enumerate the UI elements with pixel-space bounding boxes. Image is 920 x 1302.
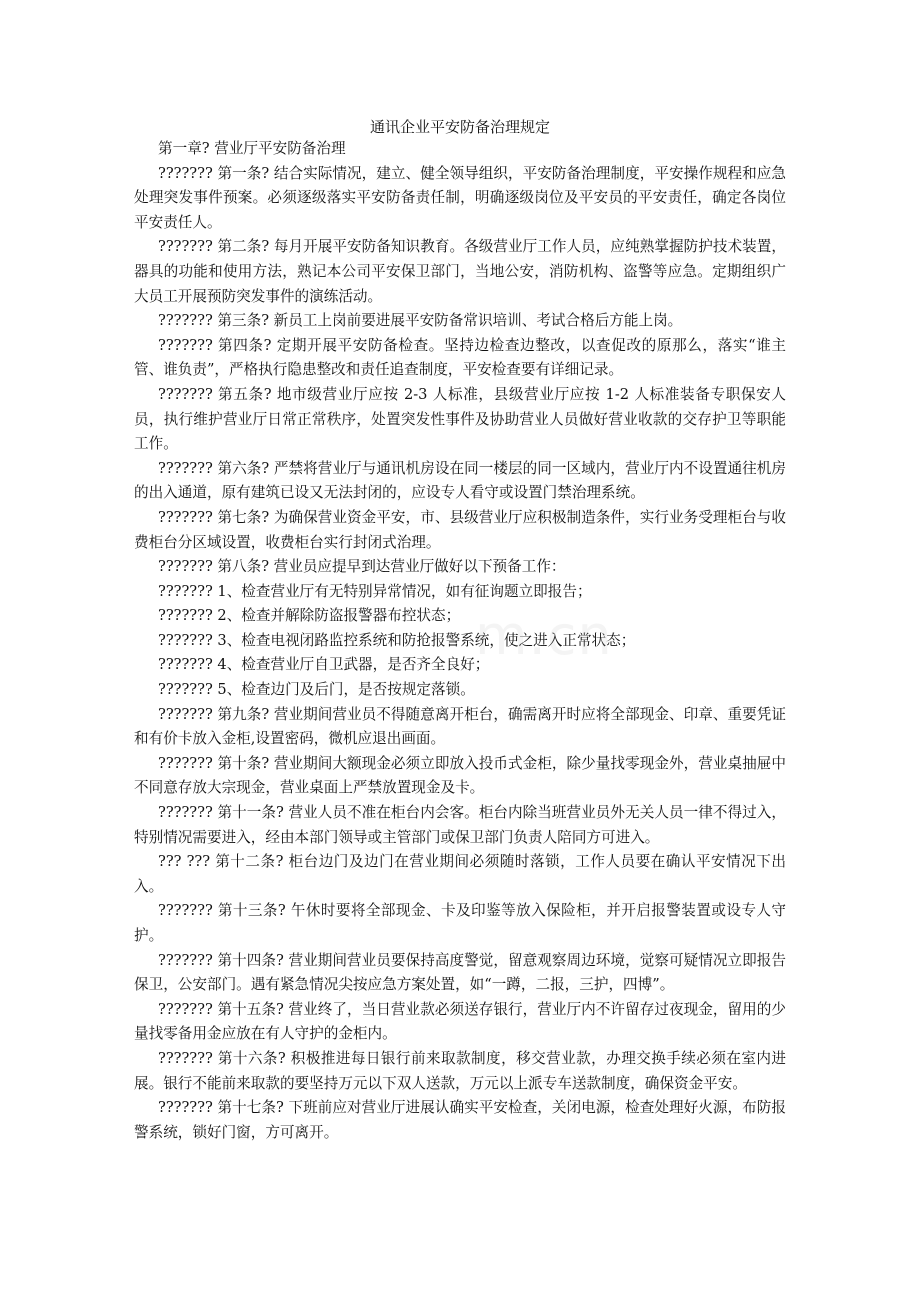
article-8-item-2: ??????? 2、检查并解除防盗报警器布控状态；: [158, 607, 461, 625]
article-13: ??????? 第十三条? 午休时要将全部现金、卡及印鉴等放入保险柜，并开启报警装置或设专人守护。: [134, 902, 786, 944]
article-16: ??????? 第十六条? 积极推进每日银行前来取款制度，移交营业款，办理交换手续必须在室内进展。银行不能前来取款的要坚持万元以下双人送款，万元以上派专车送款制度，确保资金平安。: [134, 1049, 786, 1092]
document-title: 通讯企业平安防备治理规定: [369, 118, 550, 136]
article-12: ??? ??? 第十二条? 柜台边门及边门在营业期间必须随时落锁，工作人员要在确认平安情况下出入。: [134, 853, 786, 895]
article-1: ??????? 第一条? 结合实际情况，建立、健全领导组织，平安防备治理制度，平安操作规程和应急处理突发事件预案。必须逐级落实平安防备责任制，明确逐级岗位及平安员的平安责任，确定各岗位平安责任人。: [134, 164, 786, 231]
article-9: ??????? 第九条? 营业期间营业员不得随意离开柜台，确需离开时应将全部现金、印章、重要凭证和有价卡放入金柜,设置密码，微机应退出画面。: [134, 705, 786, 748]
article-7: ??????? 第七条? 为确保营业资金平安，市、县级营业厅应积极制造条件，实行业务受理柜台与收费柜台分区域设置，收费柜台实行封闭式治理。: [134, 508, 786, 551]
article-8-item-4: ??????? 4、检查营业厅自卫武器，是否齐全良好；: [158, 656, 490, 674]
document-body: [134, 137, 786, 1145]
article-3: ??????? 第三条? 新员工上岗前要进展平安防备常识培训、考试合格后方能上岗。: [158, 312, 683, 330]
article-15: ??????? 第十五条? 营业终了，当日营业款必须送存银行，营业厅内不许留存过夜现金，留用的少量找零备用金应放在有人守护的金柜内。: [134, 1000, 786, 1043]
article-5: ??????? 第五条? 地市级营业厅应按 2-3 人标准，县级营业厅应按 1-2 人标准装备专职保安人员，执行维护营业厅日常正常秩序，处置突发性事件及协助营业人员做好营业收款的交存护卫等职能工作。: [134, 385, 786, 453]
site-watermark: m.cn: [475, 604, 613, 667]
article-10: ??????? 第十条? 营业期间大额现金必须立即放入投币式金柜，除少量找零现金外，营业桌抽屉中不同意存放大宗现金，营业桌面上严禁放置现金及卡。: [134, 754, 786, 797]
article-8-item-3: ??????? 3、检查电视闭路监控系统和防抢报警系统，使之进入正常状态；: [158, 631, 636, 649]
article-2: ??????? 第二条? 每月开展平安防备知识教育。各级营业厅工作人员，应纯熟掌握防护技术装置，器具的功能和使用方法，熟记本公司平安保卫部门，当地公安，消防机构、盗警等应急。定期组织广大员工开展预防突发事件的演练活动。: [134, 238, 786, 305]
article-8-item-5: ??????? 5、检查边门及后门，是否按规定落锁。: [158, 681, 475, 699]
article-4: ??????? 第四条? 定期开展平安防备检查。坚持边检查边整改，以查促改的原那么，落实“谁主管、谁负责”，严格执行隐患整改和责任追查制度，平安检查要有详细记录。: [134, 336, 786, 379]
article-11: ??????? 第十一条? 营业人员不准在柜台内会客。柜台内除当班营业员外无关人员一律不得过入，特别情况需要进入，经由本部门领导或主管部门或保卫部门负责人陪同方可进入。: [134, 804, 786, 846]
article-14: ??????? 第十四条? 营业期间营业员要保持高度警觉，留意观察周边环境，觉察可疑情况立即报告保卫，公安部门。遇有紧急情况尖按应急方案处置，如“一蹲，二报，三护，四博”。: [134, 951, 786, 994]
article-8: ??????? 第八条? 营业员应提早到达营业厅做好以下预备工作：: [158, 558, 566, 576]
article-8-item-1: ??????? 1、检查营业厅有无特别异常情况，如有征询题立即报告；: [158, 582, 592, 600]
article-6: ??????? 第六条? 严禁将营业厅与通讯机房设在同一楼层的同一区域内，营业厅内不设置通往机房的出入通道，原有建筑已设又无法封闭的，应设专人看守或设置门禁治理系统。: [134, 459, 786, 502]
article-17: ??????? 第十七条? 下班前应对营业厅进展认确实平安检查，关闭电源，检查处理好火源，布防报警系统，锁好门窗，方可离开。: [134, 1099, 786, 1141]
chapter-heading: 第一章? 营业厅平安防备治理: [158, 140, 346, 157]
